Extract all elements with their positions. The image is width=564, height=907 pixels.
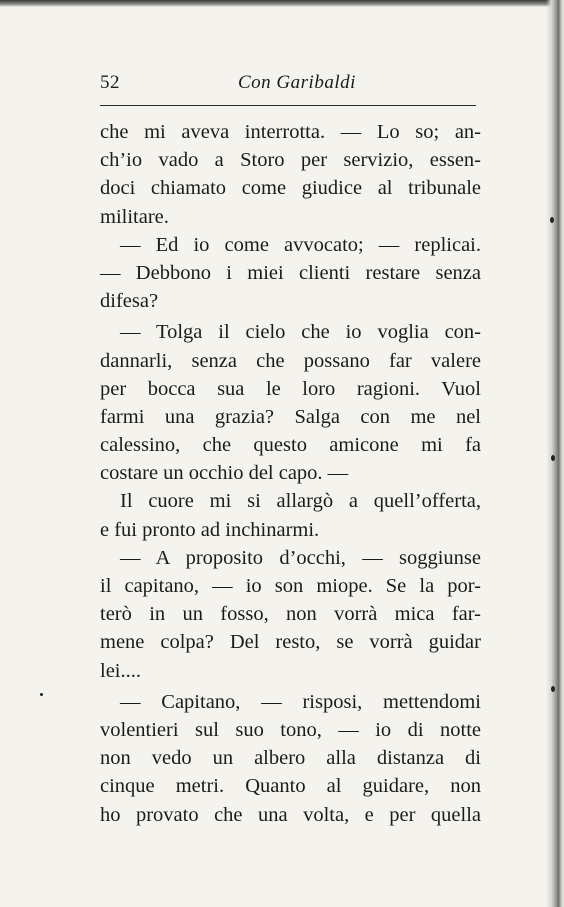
text-line: — Ed io come avvocato; — replicai.: [120, 233, 481, 256]
text-line: militare.: [100, 205, 169, 228]
text-line: il capitano, — io son miope. Se la por-: [100, 575, 481, 597]
ink-speck: [551, 686, 555, 692]
body-text: [100, 118, 481, 829]
text-line: — A proposito d’occhi, — soggiunse: [120, 546, 481, 569]
text-line: e fui pronto ad inchinarmi.: [100, 518, 320, 541]
text-line: dannarli, senza che possano far valere: [100, 349, 481, 372]
text-line: — Tolga il cielo che io voglia con-: [120, 321, 481, 344]
text-line: lei....: [100, 659, 141, 682]
text-line: mene colpa? Del resto, se vorrà guidar: [100, 631, 481, 654]
page-top-edge: [0, 0, 564, 7]
text-line: — Capitano, — risposi, mettendomi: [120, 690, 481, 713]
page-header: [100, 72, 476, 96]
text-line: doci chiamato come giudice al tribunale: [100, 177, 481, 200]
page-number: 52: [100, 72, 120, 93]
text-line: ch’io vado a Storo per servizio, essen-: [100, 149, 481, 172]
running-title: Con Garibaldi: [238, 72, 356, 93]
ink-speck: [551, 455, 555, 461]
text-line: che mi aveva interrotta. — Lo so; an-: [100, 121, 481, 143]
text-line: Il cuore mi si allargò a quell’offerta,: [120, 490, 481, 513]
ink-speck: [40, 693, 43, 696]
text-line: cinque metri. Quanto al guidare, non: [100, 775, 481, 798]
header-rule: [100, 105, 476, 106]
page-binding-edge: [546, 0, 564, 907]
ink-speck: [550, 217, 554, 223]
text-line: calessino, che questo amicone mi fa: [100, 434, 481, 457]
text-line: difesa?: [100, 290, 159, 313]
text-line: ho provato che una volta, e per quella: [100, 803, 481, 826]
text-line: terò in un fosso, non vorrà mica far-: [100, 603, 481, 626]
text-line: — Debbono i miei clienti restare senza: [100, 261, 481, 284]
text-line: non vedo un albero alla distanza di: [100, 747, 481, 770]
text-line: per bocca sua le loro ragioni. Vuol: [100, 377, 481, 400]
text-line: volentieri sul suo tono, — io di notte: [100, 718, 481, 741]
text-line: costare un occhio del capo. —: [100, 462, 349, 485]
text-line: farmi una grazia? Salga con me nel: [100, 405, 481, 428]
